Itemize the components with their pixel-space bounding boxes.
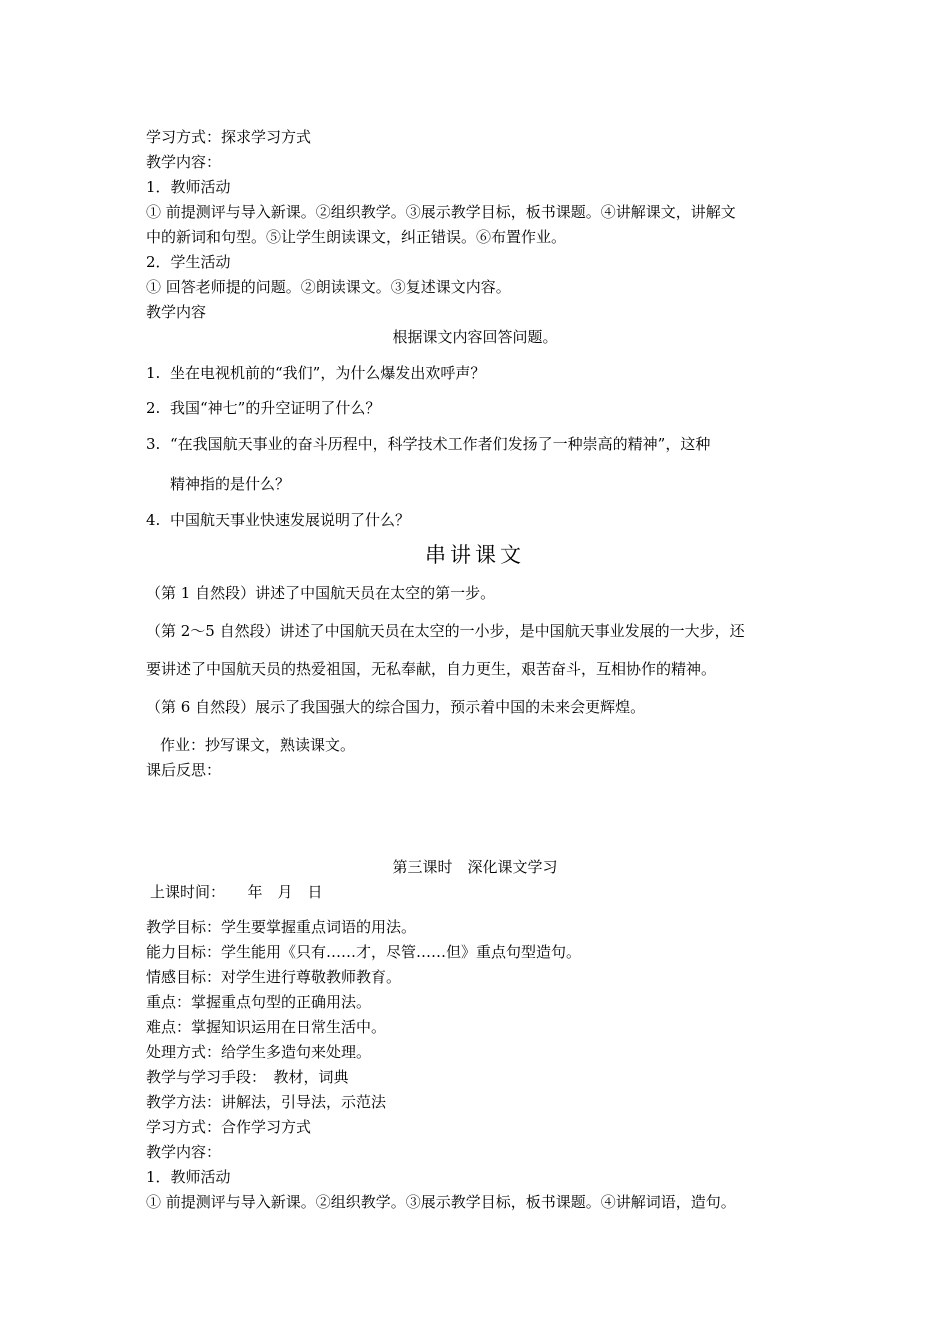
- question-text: “在我国航天事业的奋斗历程中，科学技术工作者们发扬了一种崇高的精神”，这种: [170, 435, 711, 453]
- content-label-2: 教学内容: [146, 303, 207, 321]
- handling-line: 处理方式：给学生多造句来处理。: [146, 1043, 372, 1061]
- study-mode-line: 学习方式：探求学习方式: [146, 128, 312, 146]
- question-item-continued: [146, 474, 290, 494]
- student-activity-heading: 2．学生活动: [146, 253, 231, 271]
- paragraph-summary-3: （第 6 自然段）展示了我国强大的综合国力，预示着中国的未来会更辉煌。: [146, 698, 646, 716]
- key-point-line: 重点：掌握重点句型的正确用法。: [146, 993, 372, 1011]
- section-heading: 串讲课文: [425, 543, 525, 567]
- class-time-line: 上课时间： 年 月 日: [150, 883, 323, 901]
- study-mode-line-2: 学习方式：合作学习方式: [146, 1118, 312, 1136]
- student-activity-line: ① 回答老师提的问题。②朗读课文。③复述课文内容。: [146, 278, 511, 296]
- question-text: 精神指的是什么？: [170, 475, 291, 493]
- content-label-3: 教学内容：: [146, 1143, 222, 1161]
- teacher-activity-heading-2: 1．教师活动: [146, 1168, 231, 1186]
- question-number: 4.: [146, 511, 161, 529]
- paragraph-summary-1: （第 1 自然段）讲述了中国航天员在太空的第一步。: [146, 584, 496, 602]
- ability-goal-line: 能力目标：学生能用《只有……才，尽管……但》重点句型造句。: [146, 943, 582, 961]
- question-item: [146, 510, 410, 530]
- lesson-title: 第三课时 深化课文学习: [392, 858, 558, 876]
- teaching-means-line: 教学与学习手段： 教材，词典: [146, 1068, 349, 1086]
- teacher-activity-line-1: ① 前提测评与导入新课。②组织教学。③展示教学目标，板书课题。④讲解课文，讲解文: [146, 203, 736, 221]
- paragraph-summary-2-line-1: （第 2～5 自然段）讲述了中国航天员在太空的一小步，是中国航天事业发展的一大步，还: [146, 622, 745, 640]
- question-item: [146, 434, 710, 454]
- questions-title: 根据课文内容回答问题。: [392, 328, 558, 346]
- teacher-activity-heading: 1．教师活动: [146, 178, 231, 196]
- question-item: [146, 363, 485, 383]
- teaching-goal-line: 教学目标：学生要掌握重点词语的用法。: [146, 918, 417, 936]
- question-number: 2.: [146, 399, 161, 417]
- teaching-methods-line: 教学方法：讲解法，引导法，示范法: [146, 1093, 387, 1111]
- teacher-activity-line-3: ① 前提测评与导入新课。②组织教学。③展示教学目标，板书课题。④讲解词语，造句。: [146, 1193, 736, 1211]
- question-text: 坐在电视机前的“我们”，为什么爆发出欢呼声？: [170, 364, 486, 382]
- emotion-goal-line: 情感目标：对学生进行尊敬教师教育。: [146, 968, 402, 986]
- question-text: 中国航天事业快速发展说明了什么？: [170, 511, 411, 529]
- difficulty-line: 难点：掌握知识运用在日常生活中。: [146, 1018, 387, 1036]
- teacher-activity-line-2: 中的新词和句型。⑤让学生朗读课文，纠正错误。⑥布置作业。: [146, 228, 567, 246]
- question-text: 我国“神七”的升空证明了什么？: [170, 399, 381, 417]
- question-number: 3.: [146, 435, 161, 453]
- question-number: 1.: [146, 364, 161, 382]
- reflection-line: 课后反思：: [146, 761, 222, 779]
- homework-line: 作业：抄写课文，熟读课文。: [160, 736, 356, 754]
- content-label: 教学内容：: [146, 153, 222, 171]
- question-item: [146, 398, 380, 418]
- paragraph-summary-2-line-2: 要讲述了中国航天员的热爱祖国，无私奉献，自力更生，艰苦奋斗，互相协作的精神。: [146, 660, 717, 678]
